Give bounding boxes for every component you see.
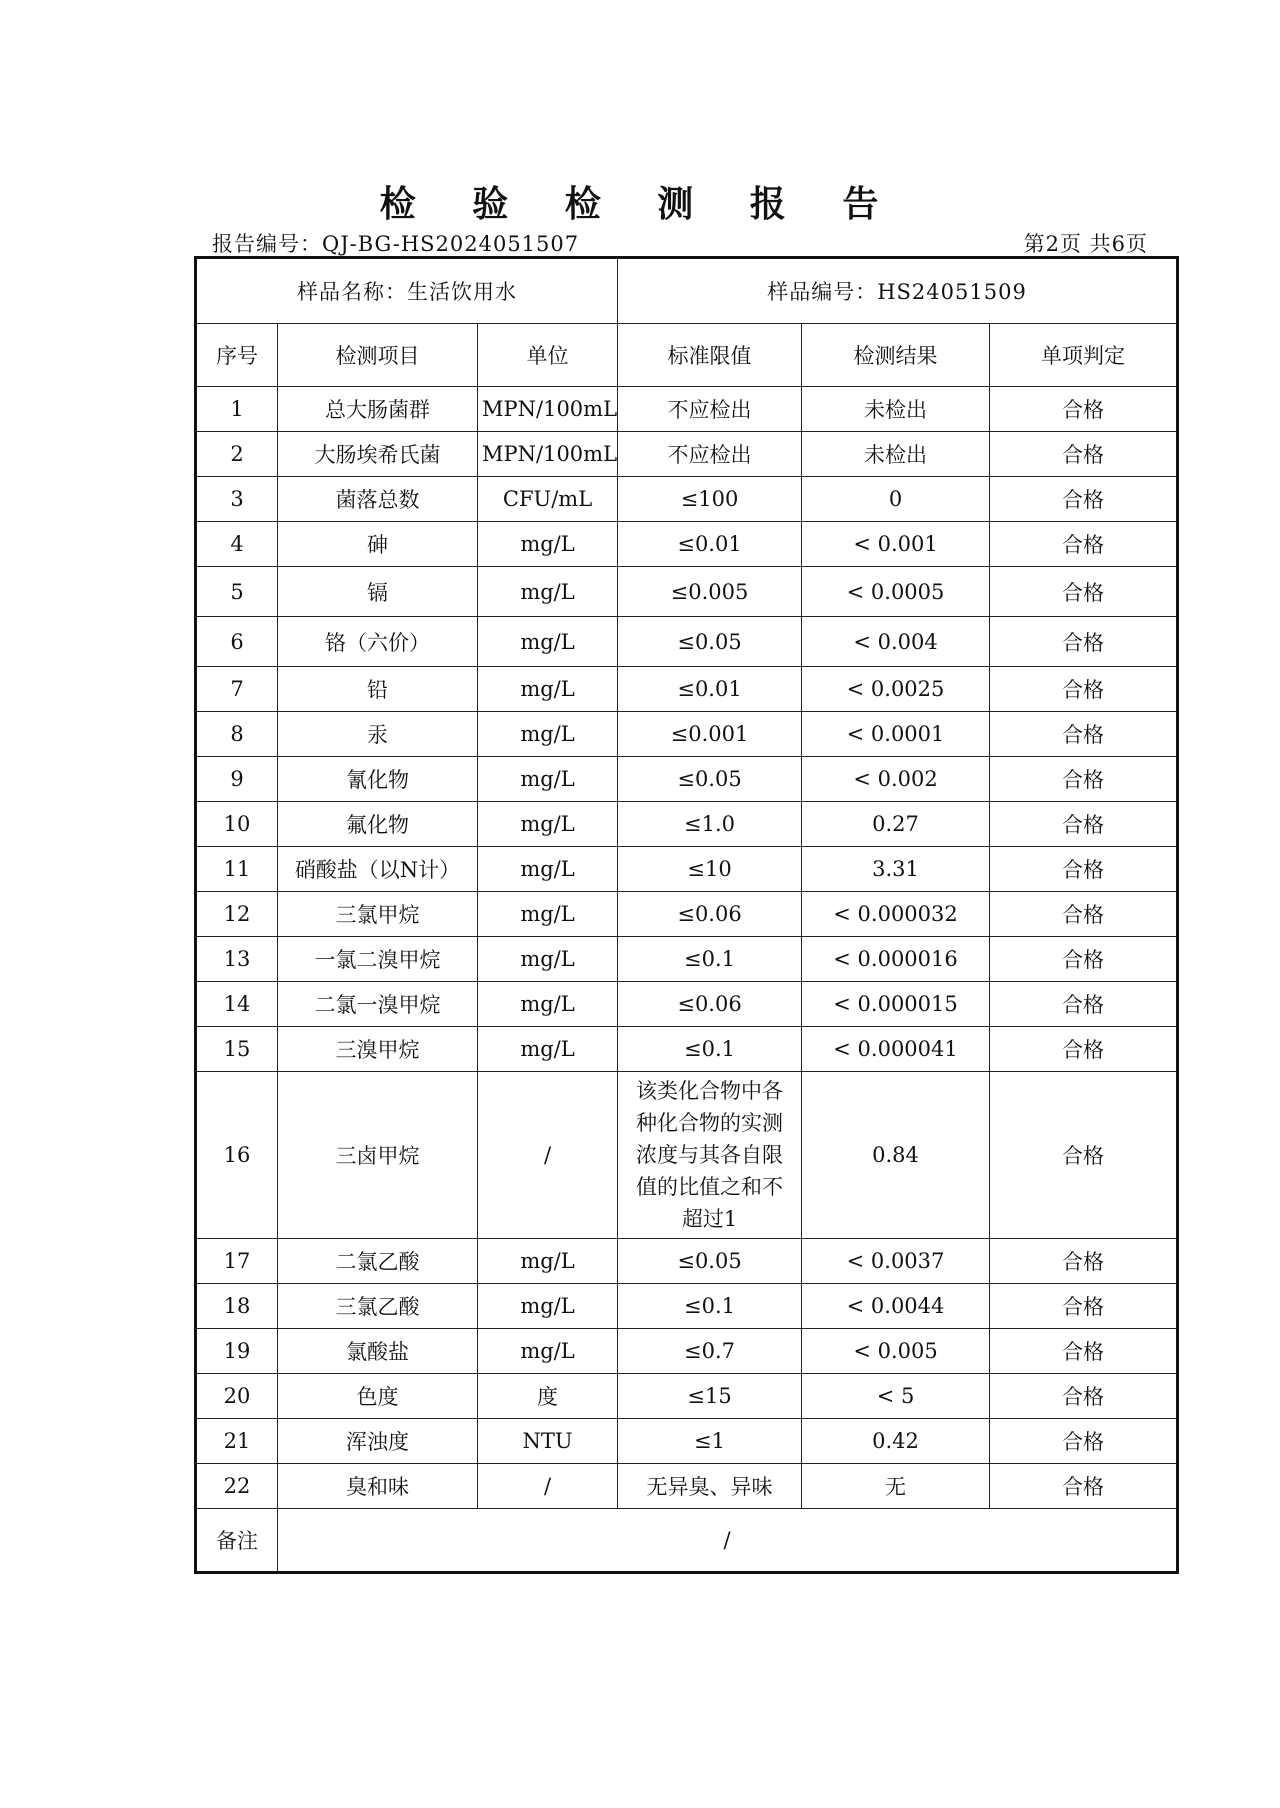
table-row: [196, 1419, 1178, 1464]
verdict: 合格: [990, 1329, 1178, 1374]
test-result: < 0.002: [802, 757, 990, 802]
test-item: 镉: [278, 567, 478, 617]
verdict: 合格: [990, 1072, 1178, 1239]
sample-id: [618, 258, 1178, 324]
verdict: 合格: [990, 1464, 1178, 1509]
unit: mg/L: [478, 802, 618, 847]
table-row: [196, 982, 1178, 1027]
standard-limit: ≤100: [618, 477, 802, 522]
sample-name-label: 样品名称：: [297, 280, 408, 304]
test-item: 三溴甲烷: [278, 1027, 478, 1072]
test-item: 砷: [278, 522, 478, 567]
row-number: 11: [196, 847, 278, 892]
unit: mg/L: [478, 522, 618, 567]
standard-limit: ≤0.05: [618, 1239, 802, 1284]
table-row: [196, 1284, 1178, 1329]
row-number: 15: [196, 1027, 278, 1072]
standard-limit: ≤0.7: [618, 1329, 802, 1374]
row-number: 13: [196, 937, 278, 982]
standard-limit: ≤0.1: [618, 937, 802, 982]
table-row: [196, 432, 1178, 477]
test-item: 浑浊度: [278, 1419, 478, 1464]
column-header-row: [196, 324, 1178, 387]
table-row: [196, 387, 1178, 432]
standard-limit: 无异臭、异味: [618, 1464, 802, 1509]
test-result: < 0.0037: [802, 1239, 990, 1284]
verdict: 合格: [990, 1284, 1178, 1329]
test-item: 二氯乙酸: [278, 1239, 478, 1284]
test-item: 氰化物: [278, 757, 478, 802]
test-result: < 0.0005: [802, 567, 990, 617]
verdict: 合格: [990, 477, 1178, 522]
unit: mg/L: [478, 847, 618, 892]
verdict: 合格: [990, 1239, 1178, 1284]
unit: mg/L: [478, 567, 618, 617]
table-row: [196, 1464, 1178, 1509]
test-item: 二氯一溴甲烷: [278, 982, 478, 1027]
table-row: [196, 937, 1178, 982]
standard-limit: 不应检出: [618, 387, 802, 432]
unit: mg/L: [478, 1239, 618, 1284]
verdict: 合格: [990, 937, 1178, 982]
row-number: 2: [196, 432, 278, 477]
test-item: 氯酸盐: [278, 1329, 478, 1374]
verdict: 合格: [990, 892, 1178, 937]
row-number: 7: [196, 667, 278, 712]
table-row: [196, 1329, 1178, 1374]
table-row: [196, 712, 1178, 757]
standard-limit: ≤15: [618, 1374, 802, 1419]
table-row: [196, 1027, 1178, 1072]
verdict: 合格: [990, 667, 1178, 712]
test-item: 三氯乙酸: [278, 1284, 478, 1329]
table-row: [196, 1239, 1178, 1284]
column-header: 检测结果: [802, 324, 990, 387]
row-number: 20: [196, 1374, 278, 1419]
unit: 度: [478, 1374, 618, 1419]
verdict: 合格: [990, 1027, 1178, 1072]
standard-limit: ≤0.05: [618, 757, 802, 802]
standard-limit: ≤0.1: [618, 1027, 802, 1072]
report-number-value: QJ-BG-HS2024051507: [322, 232, 580, 256]
test-item: 三卤甲烷: [278, 1072, 478, 1239]
verdict: 合格: [990, 1374, 1178, 1419]
unit: mg/L: [478, 712, 618, 757]
unit: MPN/100mL: [478, 432, 618, 477]
test-result: < 0.000041: [802, 1027, 990, 1072]
test-result: < 0.0044: [802, 1284, 990, 1329]
remarks-value: /: [278, 1509, 1178, 1573]
test-item: 汞: [278, 712, 478, 757]
test-item: 铬（六价）: [278, 617, 478, 667]
unit: /: [478, 1072, 618, 1239]
table-row: [196, 757, 1178, 802]
test-result: 0.27: [802, 802, 990, 847]
row-number: 22: [196, 1464, 278, 1509]
test-result: 0.84: [802, 1072, 990, 1239]
page-indicator: 第2页 共6页: [1023, 232, 1148, 256]
unit: /: [478, 1464, 618, 1509]
table-row: [196, 477, 1178, 522]
row-number: 3: [196, 477, 278, 522]
standard-limit: [618, 1072, 802, 1239]
test-result: < 0.004: [802, 617, 990, 667]
column-header: 序号: [196, 324, 278, 387]
verdict: 合格: [990, 757, 1178, 802]
row-number: 17: [196, 1239, 278, 1284]
table-row: [196, 1374, 1178, 1419]
test-result: < 0.000032: [802, 892, 990, 937]
standard-limit: ≤0.005: [618, 567, 802, 617]
row-number: 12: [196, 892, 278, 937]
row-number: 6: [196, 617, 278, 667]
row-number: 16: [196, 1072, 278, 1239]
row-number: 19: [196, 1329, 278, 1374]
standard-limit: ≤0.01: [618, 667, 802, 712]
test-result: < 5: [802, 1374, 990, 1419]
verdict: 合格: [990, 387, 1178, 432]
test-item: 色度: [278, 1374, 478, 1419]
test-item: 总大肠菌群: [278, 387, 478, 432]
unit: mg/L: [478, 757, 618, 802]
test-result: < 0.0025: [802, 667, 990, 712]
standard-limit: ≤1.0: [618, 802, 802, 847]
test-result: < 0.0001: [802, 712, 990, 757]
row-number: 1: [196, 387, 278, 432]
test-result: < 0.001: [802, 522, 990, 567]
sample-name: [196, 258, 618, 324]
test-item: 臭和味: [278, 1464, 478, 1509]
unit: mg/L: [478, 617, 618, 667]
unit: MPN/100mL: [478, 387, 618, 432]
verdict: 合格: [990, 617, 1178, 667]
verdict: 合格: [990, 712, 1178, 757]
sample-id-value: HS24051509: [877, 280, 1027, 304]
table-row: [196, 1072, 1178, 1239]
standard-limit: ≤1: [618, 1419, 802, 1464]
standard-limit: ≤0.05: [618, 617, 802, 667]
verdict: 合格: [990, 1419, 1178, 1464]
sample-id-label: 样品编号：: [767, 280, 878, 304]
sample-name-value: 生活饮用水: [407, 280, 518, 304]
verdict: 合格: [990, 982, 1178, 1027]
unit: CFU/mL: [478, 477, 618, 522]
test-result: < 0.000015: [802, 982, 990, 1027]
verdict: 合格: [990, 522, 1178, 567]
column-header: 单项判定: [990, 324, 1178, 387]
test-item: 三氯甲烷: [278, 892, 478, 937]
test-result: 未检出: [802, 387, 990, 432]
report-number: [212, 228, 579, 258]
test-item: 硝酸盐（以N计）: [278, 847, 478, 892]
row-number: 10: [196, 802, 278, 847]
report-number-label: 报告编号：: [212, 232, 322, 256]
unit: mg/L: [478, 892, 618, 937]
test-result: 未检出: [802, 432, 990, 477]
unit: mg/L: [478, 1027, 618, 1072]
verdict: 合格: [990, 567, 1178, 617]
unit: NTU: [478, 1419, 618, 1464]
verdict: 合格: [990, 847, 1178, 892]
unit: mg/L: [478, 1284, 618, 1329]
test-result: 0.42: [802, 1419, 990, 1464]
table-row: [196, 567, 1178, 617]
row-number: 9: [196, 757, 278, 802]
table-row: [196, 617, 1178, 667]
table-row: [196, 667, 1178, 712]
test-results-table: [194, 256, 1179, 1574]
unit: mg/L: [478, 982, 618, 1027]
remarks-row: [196, 1509, 1178, 1573]
column-header: 检测项目: [278, 324, 478, 387]
test-result: 0: [802, 477, 990, 522]
row-number: 18: [196, 1284, 278, 1329]
standard-limit: ≤10: [618, 847, 802, 892]
table-row: [196, 892, 1178, 937]
row-number: 5: [196, 567, 278, 617]
test-result: < 0.000016: [802, 937, 990, 982]
standard-limit: ≤0.06: [618, 892, 802, 937]
standard-limit-text: 该类化合物中各种化合物的实测浓度与其各自限值的比值之和不超过1: [636, 1079, 784, 1231]
row-number: 21: [196, 1419, 278, 1464]
standard-limit: 不应检出: [618, 432, 802, 477]
column-header: 单位: [478, 324, 618, 387]
test-item: 菌落总数: [278, 477, 478, 522]
test-result: 无: [802, 1464, 990, 1509]
unit: mg/L: [478, 667, 618, 712]
test-item: 铅: [278, 667, 478, 712]
standard-limit: ≤0.06: [618, 982, 802, 1027]
sample-info-row: [196, 258, 1178, 324]
table-row: [196, 847, 1178, 892]
test-item: 氟化物: [278, 802, 478, 847]
table-row: [196, 802, 1178, 847]
verdict: 合格: [990, 802, 1178, 847]
row-number: 14: [196, 982, 278, 1027]
remarks-label: 备注: [196, 1509, 278, 1573]
standard-limit: ≤0.01: [618, 522, 802, 567]
standard-limit: ≤0.1: [618, 1284, 802, 1329]
test-item: 大肠埃希氏菌: [278, 432, 478, 477]
table-row: [196, 522, 1178, 567]
test-result: < 0.005: [802, 1329, 990, 1374]
verdict: 合格: [990, 432, 1178, 477]
report-title: 检 验 检 测 报 告: [379, 183, 901, 225]
test-item: 一氯二溴甲烷: [278, 937, 478, 982]
unit: mg/L: [478, 937, 618, 982]
test-result: 3.31: [802, 847, 990, 892]
row-number: 4: [196, 522, 278, 567]
unit: mg/L: [478, 1329, 618, 1374]
row-number: 8: [196, 712, 278, 757]
standard-limit: ≤0.001: [618, 712, 802, 757]
column-header: 标准限值: [618, 324, 802, 387]
